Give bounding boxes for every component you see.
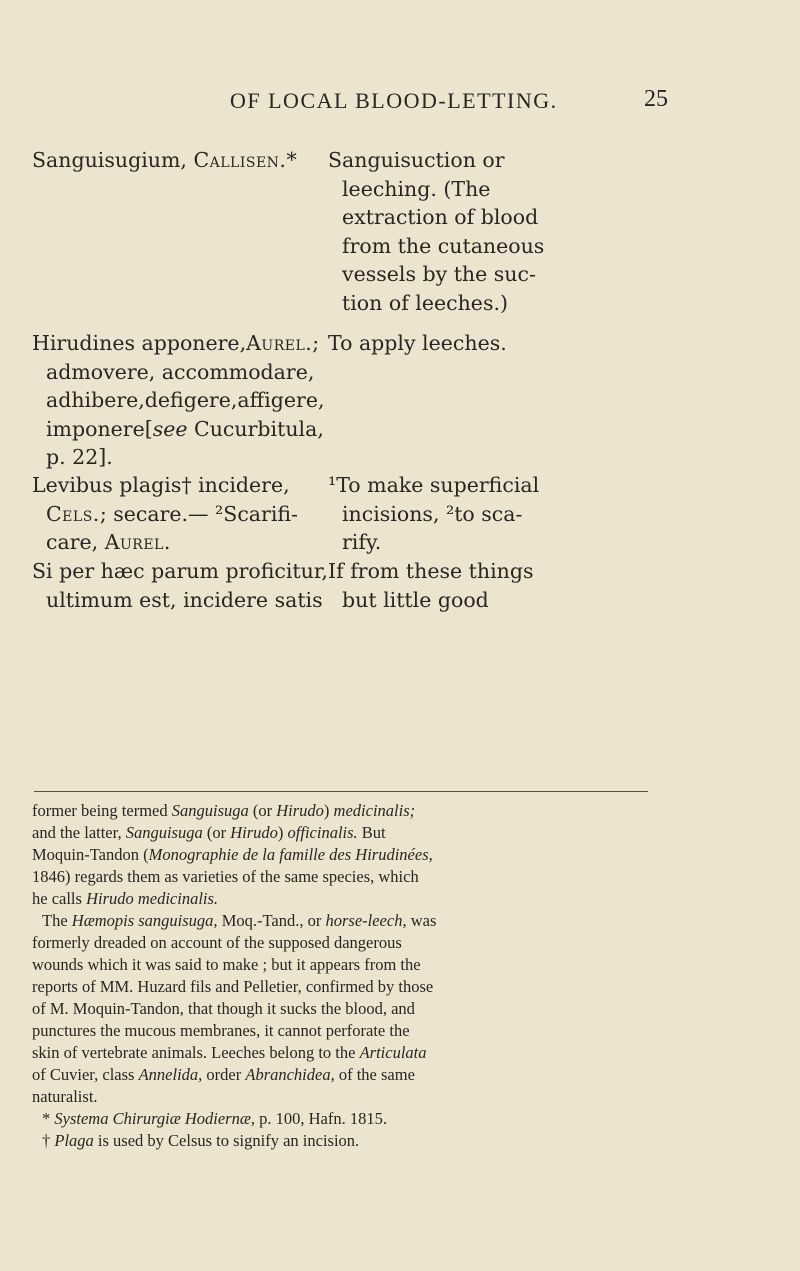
latin-text: Cucurbitula,: [187, 416, 324, 441]
author-abbrev: Cels.: [46, 501, 100, 526]
english-translation: [328, 557, 648, 614]
footnote-line: of Cuvier, class Annelida, order Abranchidea, of the same: [32, 1065, 415, 1084]
footnote-line: of M. Moquin-Tandon, that though it sucks the blood, and: [32, 999, 415, 1018]
latin-text: imponere[: [46, 416, 153, 441]
latin-text: ; secare.— ²Scarifi-: [99, 501, 298, 526]
footnote-line: wounds which it was said to make ; but it appears from the: [32, 955, 421, 974]
footnote-line: he calls Hirudo medicinalis.: [32, 889, 219, 908]
footnote-line: 1846) regards them as varieties of the same species, which: [32, 867, 419, 886]
author-abbrev: Aurel.;: [246, 331, 320, 355]
latin-line: adhibere,defigere,affigere,: [46, 388, 325, 412]
footnote-line: former being termed Sanguisuga (or Hirudo) medicinalis;: [32, 801, 416, 820]
english-line: vessels by the suc-: [342, 262, 536, 286]
latin-line: Levibus plagis† incidere,: [32, 473, 290, 497]
latin-line: p. 22].: [46, 445, 113, 469]
author-abbrev: Callisen.*: [193, 148, 298, 172]
english-line: If from these things: [328, 559, 534, 583]
latin-text: care,: [46, 530, 99, 554]
latin-line: admovere, accommodare,: [46, 359, 315, 384]
english-line: To apply leeches.: [328, 331, 507, 355]
footnote-line: Moquin-Tandon (Monographie de la famille des Hirudinées,: [32, 845, 433, 864]
english-line: leeching. (The: [342, 176, 491, 201]
footnote-line: punctures the mucous membranes, it cannot perforate the: [32, 1021, 410, 1040]
latin-line: ultimum est, incidere satis: [46, 587, 323, 612]
english-line: incisions, ²to sca-: [342, 501, 523, 526]
author-abbrev: Aurel.: [104, 530, 171, 554]
english-translation: [328, 329, 648, 358]
english-line: ¹To make superficial: [328, 473, 540, 497]
latin-term: [32, 146, 322, 175]
footnote-line: * Systema Chirurgiæ Hodiernæ, p. 100, Hafn. 1815.: [42, 1109, 387, 1128]
latin-line: Si per hæc parum proficitur,: [32, 559, 328, 583]
footnotes: [32, 800, 652, 1152]
running-head-title: OF LOCAL BLOOD-LETTING.: [230, 88, 558, 113]
footnote-line: reports of MM. Huzard fils and Pelletier, confirmed by those: [32, 977, 434, 996]
english-translation: [328, 471, 648, 557]
latin-term: [32, 471, 322, 557]
footnote-line: naturalist.: [32, 1087, 98, 1106]
footnote-line: formerly dreaded on account of the supposed dangerous: [32, 933, 402, 952]
latin-term: [32, 557, 328, 614]
footnote-line: The Hæmopis sanguisuga, Moq.-Tand., or horse-leech, was: [42, 911, 437, 930]
latin-text: Sanguisugium,: [32, 148, 187, 172]
page-number: 25: [644, 86, 668, 112]
latin-italic: see: [152, 416, 188, 441]
running-head: [0, 88, 800, 128]
footnote-line: and the latter, Sanguisuga (or Hirudo) officinalis. But: [32, 823, 386, 842]
footnote-divider: [34, 791, 648, 792]
footnote-line: skin of vertebrate animals. Leeches belong to the Articulata: [32, 1043, 427, 1062]
english-line: from the cutaneous: [342, 233, 545, 258]
english-line: rify.: [342, 530, 382, 554]
english-translation: [328, 146, 648, 317]
latin-text: Hirudines apponere,: [32, 331, 247, 355]
english-line: Sanguisuction or: [328, 148, 505, 172]
english-line: extraction of blood: [342, 205, 539, 229]
latin-term: [32, 329, 325, 472]
english-line: but little good: [342, 587, 489, 612]
footnote-line: † Plaga is used by Celsus to signify an incision.: [42, 1131, 360, 1150]
english-line: tion of leeches.): [342, 290, 508, 315]
